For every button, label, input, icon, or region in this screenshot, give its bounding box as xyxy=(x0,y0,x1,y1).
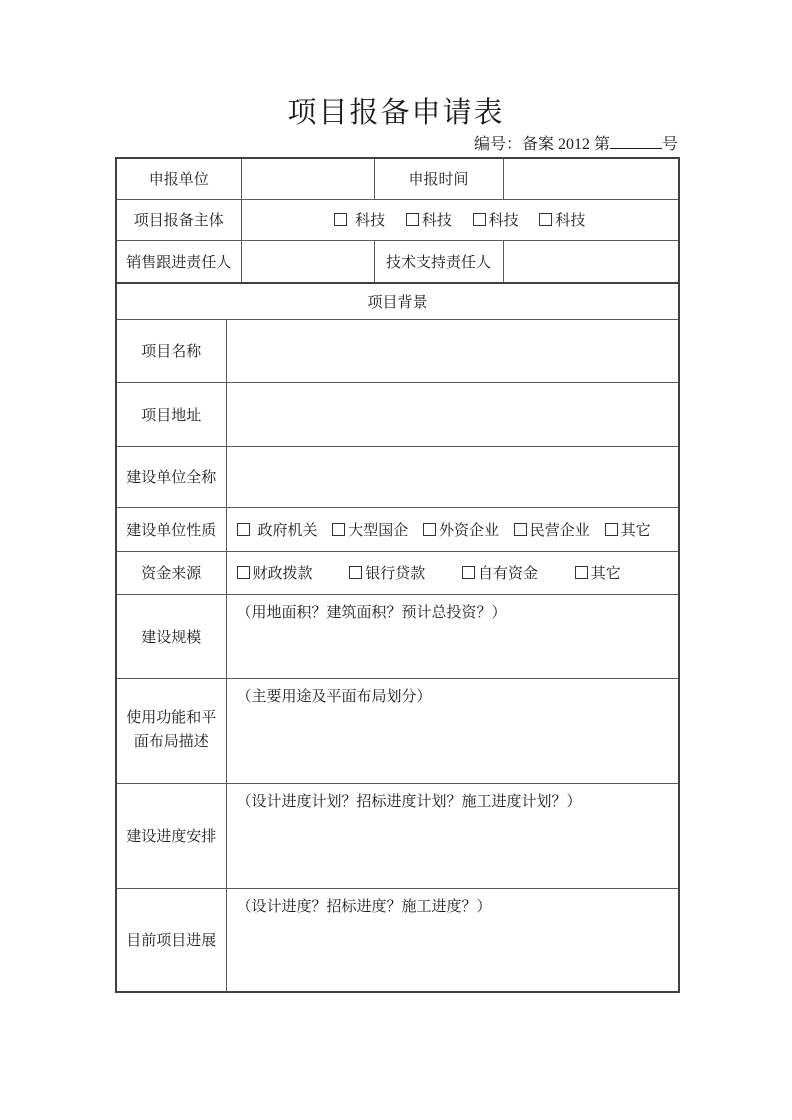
row-project-address xyxy=(116,382,679,446)
project-address-label: 项目地址 xyxy=(116,382,226,446)
checkbox-icon[interactable] xyxy=(334,213,347,226)
usage-layout-hint: （主要用途及平面布局划分） xyxy=(236,688,432,705)
checkbox-icon[interactable] xyxy=(349,566,362,579)
checkbox-icon[interactable] xyxy=(462,566,475,579)
checkbox-icon[interactable] xyxy=(237,523,250,536)
declare-time-label: 申报时间 xyxy=(374,158,503,199)
nature-option-label: 外资企业 xyxy=(439,522,500,539)
subject-option xyxy=(406,209,452,230)
funding-option-label: 银行贷款 xyxy=(365,566,426,582)
construction-unit-label: 建设单位全称 xyxy=(116,446,226,507)
checkbox-icon[interactable] xyxy=(237,566,250,579)
unit-nature-options-cell xyxy=(226,507,679,551)
schedule-plan-hint: （设计进度计划？招标进度计划？施工进度计划？） xyxy=(236,793,582,810)
serial-blank-line[interactable] xyxy=(610,133,662,149)
nature-option xyxy=(237,519,318,540)
subject-option xyxy=(539,209,585,230)
usage-layout-input-cell[interactable] xyxy=(226,678,679,783)
current-progress-hint: （设计进度？招标进度？施工进度？） xyxy=(236,898,492,915)
checkbox-icon[interactable] xyxy=(473,213,486,226)
checkbox-icon[interactable] xyxy=(605,523,618,536)
nature-option-label: 民营企业 xyxy=(529,522,590,539)
section-title: 项目背景 xyxy=(116,283,679,319)
row-construction-unit xyxy=(116,446,679,507)
declare-time-input-cell[interactable] xyxy=(503,158,679,199)
row-responsibles xyxy=(116,240,679,283)
funding-source-label: 资金来源 xyxy=(116,551,226,594)
sales-resp-label: 销售跟进责任人 xyxy=(116,240,241,283)
checkbox-icon[interactable] xyxy=(575,566,588,579)
nature-option xyxy=(514,519,590,540)
tech-resp-input-cell[interactable] xyxy=(503,240,679,283)
funding-option-label: 财政拨款 xyxy=(252,566,313,582)
tech-resp-label: 技术支持责任人 xyxy=(374,240,503,283)
row-schedule-plan xyxy=(116,783,679,888)
subject-label: 项目报备主体 xyxy=(116,199,241,240)
subject-option-label: 科技 xyxy=(555,213,586,229)
row-declare xyxy=(116,158,679,199)
project-name-input-cell[interactable] xyxy=(226,319,679,382)
nature-option-label: 其它 xyxy=(620,522,651,539)
nature-option-label: 政府机关 xyxy=(257,522,318,539)
row-construction-scale xyxy=(116,594,679,678)
usage-layout-label: 使用功能和平面布局描述 xyxy=(116,678,226,783)
row-unit-nature xyxy=(116,507,679,551)
funding-option xyxy=(237,562,313,583)
current-progress-label: 目前项目进展 xyxy=(116,888,226,992)
nature-option xyxy=(423,519,499,540)
checkbox-icon[interactable] xyxy=(514,523,527,536)
subject-option-label: 科技 xyxy=(488,213,519,229)
declare-unit-input-cell[interactable] xyxy=(241,158,374,199)
construction-scale-input-cell[interactable] xyxy=(226,594,679,678)
funding-option xyxy=(462,562,538,583)
funding-options-cell xyxy=(226,551,679,594)
construction-unit-input-cell[interactable] xyxy=(226,446,679,507)
subject-option xyxy=(334,209,385,230)
funding-option xyxy=(575,562,621,583)
subject-option-label: 科技 xyxy=(421,213,452,229)
schedule-plan-label: 建设进度安排 xyxy=(116,783,226,888)
nature-option-label: 大型国企 xyxy=(348,522,409,539)
row-project-name xyxy=(116,319,679,382)
construction-scale-hint: （用地面积？建筑面积？预计总投资？） xyxy=(236,604,507,621)
subject-options-cell xyxy=(241,199,679,240)
current-progress-input-cell[interactable] xyxy=(226,888,679,992)
checkbox-icon[interactable] xyxy=(332,523,345,536)
serial-prefix: 编号：备案 2012 第 xyxy=(473,136,610,153)
nature-option xyxy=(605,519,651,540)
declare-unit-label: 申报单位 xyxy=(116,158,241,199)
project-name-label: 项目名称 xyxy=(116,319,226,382)
serial-suffix: 号 xyxy=(661,136,678,153)
checkbox-icon[interactable] xyxy=(539,213,552,226)
schedule-plan-input-cell[interactable] xyxy=(226,783,679,888)
project-address-input-cell[interactable] xyxy=(226,382,679,446)
funding-option-label: 自有资金 xyxy=(478,566,539,582)
subject-option-label: 科技 xyxy=(355,213,386,229)
sales-resp-input-cell[interactable] xyxy=(241,240,374,283)
funding-option-label: 其它 xyxy=(590,566,621,582)
row-usage-layout xyxy=(116,678,679,783)
page-title: 项目报备申请表 xyxy=(287,97,505,129)
row-current-progress xyxy=(116,888,679,992)
checkbox-icon[interactable] xyxy=(406,213,419,226)
funding-option xyxy=(349,562,425,583)
row-funding-source xyxy=(116,551,679,594)
checkbox-icon[interactable] xyxy=(423,523,436,536)
subject-option xyxy=(473,209,519,230)
construction-scale-label: 建设规模 xyxy=(116,594,226,678)
unit-nature-label: 建设单位性质 xyxy=(116,507,226,551)
nature-option xyxy=(332,519,408,540)
serial-number-line xyxy=(474,131,678,154)
row-subject xyxy=(116,199,679,240)
application-form-table xyxy=(115,157,680,993)
row-section-header xyxy=(116,283,679,319)
